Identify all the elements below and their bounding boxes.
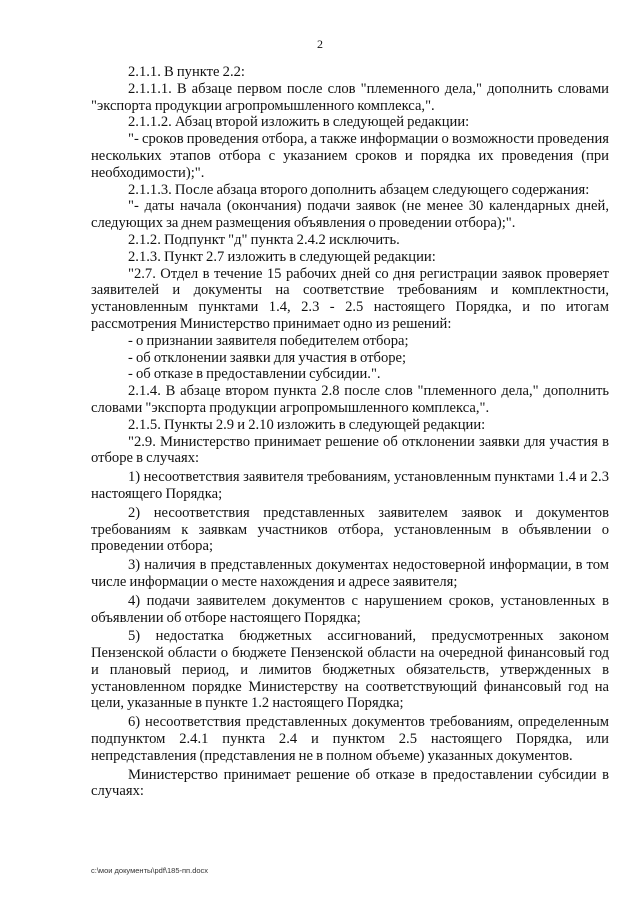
document-body bbox=[91, 64, 609, 800]
list-item: 2) несоответствия представленных заявителем заявок и документов требованиям к заявкам участников отбора, установленным в объявлении о проведении отбора; bbox=[91, 504, 609, 555]
paragraph: Министерство принимает решение об отказе в предоставлении субсидии в случаях: bbox=[91, 766, 609, 800]
list-item: 3) наличия в представленных документах недостоверной информации, в том числе информации о месте нахождения и адресе заявителя; bbox=[91, 557, 609, 590]
list-item: - о признании заявителя победителем отбора; bbox=[128, 332, 409, 349]
list-item: 6) несоответствия представленных документов требованиям, определенным подпунктом 2.4.1 пункта 2.4 и пунктом 2.5 настоящего Порядка, или непредставления (представления не в полном объеме) указанных документов. bbox=[91, 714, 609, 764]
paragraph: "- даты начала (окончания) подачи заявок (не менее 30 календарных дней, следующих за днем размещения объявления о проведении отбора);". bbox=[91, 198, 609, 232]
paragraph: 2.1.1.2. Абзац второй изложить в следующей редакции: bbox=[128, 114, 470, 131]
paragraph: 2.1.1.3. После абзаца второго дополнить абзацем следующего содержания: bbox=[128, 181, 590, 198]
list-item: 5) недостатка бюджетных ассигнований, предусмотренных законом Пензенской области о бюджете Пензенской области на очередной финансовый год и плановый период, и лимитов бюджетных обязательств, утвержденных в установленном порядке Министерству на соответствующий финансовый год на цели, указанные в пункте 1.2 настоящего Порядка; bbox=[91, 628, 609, 712]
paragraph: "- сроков проведения отбора, а также информации о возможности проведения нескольких этапов отбора с указанием сроков и порядка их проведения (при необходимости);". bbox=[91, 131, 609, 181]
paragraph: "2.9. Министерство принимает решение об отклонении заявки для участия в отборе в случаях: bbox=[91, 433, 609, 467]
list-item: 4) подачи заявителем документов с нарушением сроков, установленных в объявлении об отборе настоящего Порядка; bbox=[91, 592, 609, 626]
paragraph: 2.1.3. Пункт 2.7 изложить в следующей редакции: bbox=[128, 248, 436, 265]
paragraph: 2.1.1.1. В абзаце первом после слов "племенного дела," дополнить словами "экспорта продукции агропромышленного комплекса,". bbox=[91, 80, 609, 114]
paragraph: 2.1.4. В абзаце втором пункта 2.8 после слов "племенного дела," дополнить словами "экспорта продукции агропромышленного комплекса,". bbox=[91, 383, 609, 416]
paragraph: "2.7. Отдел в течение 15 рабочих дней со дня регистрации заявок проверяет заявителей и документы на соответствие требованиям и комплектности, установленным пунктами 1.4, 2.3 - 2.5 настоящего Порядка, и по итогам рассмотрения Министерство принимает одно из решений: bbox=[91, 265, 609, 332]
paragraph: 2.1.1. В пункте 2.2: bbox=[128, 64, 245, 80]
paragraph: 2.1.2. Подпункт "д" пункта 2.4.2 исключить. bbox=[128, 231, 400, 248]
page-number: 2 bbox=[317, 37, 323, 51]
list-item: 1) несоответствия заявителя требованиям, установленным пунктами 1.4 и 2.3 настоящего Порядка; bbox=[91, 469, 609, 502]
list-item: - об отклонении заявки для участия в отборе; bbox=[128, 349, 407, 366]
list-item: - об отказе в предоставлении субсидии.". bbox=[128, 366, 381, 383]
file-path-footer: c:\мои документы\pdf\185-пп.docx bbox=[91, 866, 209, 875]
paragraph: 2.1.5. Пункты 2.9 и 2.10 изложить в следующей редакции: bbox=[128, 416, 486, 433]
